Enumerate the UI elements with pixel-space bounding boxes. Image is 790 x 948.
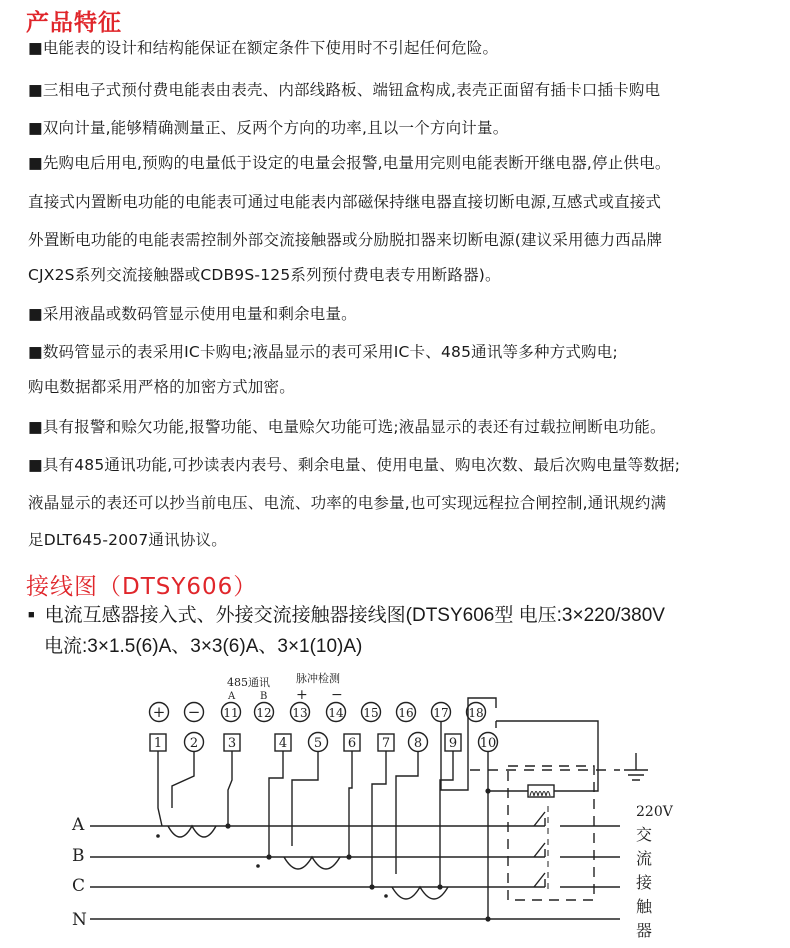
- bottom-terminal-label: 2: [189, 736, 199, 751]
- feature-line: ■先购电后用电,预购的电量低于设定的电量会报警,电量用完则电能表断开继电器,停止供电。: [28, 154, 671, 172]
- contactor-label-char: 器: [636, 921, 653, 940]
- contactor-label-char: 接: [636, 873, 653, 892]
- wiring-caption-line2: 电流:3×1.5(6)A、3×3(6)A、3×1(10)A): [44, 636, 363, 657]
- phase-label: C: [72, 876, 86, 896]
- phase-lines: [90, 826, 620, 919]
- top-terminal-label: 11: [223, 706, 239, 720]
- ct-a: [168, 826, 216, 837]
- bottom-terminal: [344, 734, 360, 751]
- bottom-terminal: [309, 733, 328, 752]
- bottom-terminal-label: 9: [448, 736, 458, 751]
- wire-3: [228, 751, 232, 826]
- top-terminal: [362, 703, 381, 722]
- feature-line: 足DLT645-2007通讯协议。: [28, 531, 227, 549]
- bottom-terminal: [224, 734, 240, 751]
- feature-line: 液晶显示的表还可以抄当前电压、电流、功率的电参量,也可实现远程拉合闸控制,通讯规约满: [28, 494, 667, 512]
- bottom-terminal-label: 6: [347, 736, 357, 751]
- wire-7: [372, 751, 386, 887]
- label-pulse-plus: +: [296, 687, 308, 703]
- feature-line: 直接式内置断电功能的电能表可通过电能表内部磁保持继电器直接切断电源,互感式或直接式: [28, 193, 662, 211]
- feature-line: ■数码管显示的表采用IC卡购电;液晶显示的表可采用IC卡、485通讯等多种方式购电;: [28, 343, 618, 361]
- top-terminal-label: 15: [363, 706, 379, 720]
- contactor-label-char: 交: [636, 825, 653, 844]
- bottom-terminal: [150, 734, 166, 751]
- bottom-terminal-label: 7: [381, 736, 391, 751]
- wire-1: [158, 751, 162, 826]
- top-terminal: [327, 703, 346, 722]
- ground-icon: [624, 753, 648, 780]
- wire-5: [292, 751, 318, 846]
- phase-label: B: [72, 846, 85, 866]
- top-terminal-label: 18: [468, 706, 484, 720]
- contactor-switches: [534, 806, 548, 890]
- bottom-terminal-label: 8: [413, 736, 423, 751]
- feature-line: ■电能表的设计和结构能保证在额定条件下使用时不引起任何危险。: [28, 39, 499, 57]
- phase-label: N: [72, 910, 87, 930]
- bottom-terminal-label: 4: [278, 736, 288, 751]
- feature-line: ■采用液晶或数码管显示使用电量和剩余电量。: [28, 305, 357, 323]
- feature-line: ■具有485通讯功能,可抄读表内表号、剩余电量、使用电量、购电次数、最后次购电量等数据;: [28, 456, 681, 474]
- ct-b: [284, 857, 340, 869]
- bottom-terminal-label: 5: [313, 736, 323, 751]
- wire-coil-right: [496, 721, 598, 791]
- features-title: 产品特征: [26, 10, 122, 36]
- feature-line: CJX2S系列交流接触器或CDB9S-125系列预付费电表专用断路器)。: [28, 266, 501, 284]
- contactor-box: [508, 766, 594, 900]
- wire-8: [396, 751, 418, 874]
- top-terminal-label: +: [152, 703, 166, 721]
- label-485-b: B: [260, 691, 268, 702]
- top-terminal-label: 14: [328, 706, 344, 720]
- top-terminal: [432, 703, 451, 722]
- top-terminal: [222, 703, 241, 722]
- top-terminal: [291, 703, 310, 722]
- phase-label: A: [72, 815, 85, 835]
- wiring-title: 接线图（DTSY606）: [26, 574, 258, 600]
- bottom-terminal: [185, 733, 204, 752]
- label-485-a: A: [228, 691, 236, 702]
- top-terminal-label: 17: [433, 706, 449, 720]
- wiring-diagram: [0, 658, 790, 948]
- top-terminal-label: 13: [292, 706, 308, 720]
- contactor-label-char: 220V: [636, 804, 673, 820]
- top-terminal: [467, 703, 486, 722]
- wiring-caption-text-1: 电流互感器接入式、外接交流接触器接线图(DTSY606型 电压:3×220/380V: [44, 605, 665, 626]
- bottom-terminal: [275, 734, 291, 751]
- label-pulse: 脉冲检测: [296, 672, 340, 685]
- top-terminal-label: 16: [398, 706, 414, 720]
- bottom-terminal: [378, 734, 394, 751]
- wire-2: [172, 751, 194, 808]
- feature-line: ■三相电子式预付费电能表由表壳、内部线路板、端钮盒构成,表壳正面留有插卡口插卡购电: [28, 81, 661, 99]
- feature-line: 购电数据都采用严格的加密方式加密。: [28, 378, 295, 396]
- bottom-terminal-label: 3: [227, 736, 237, 751]
- bottom-terminal: [445, 734, 461, 751]
- contactor-label-char: 流: [636, 849, 653, 868]
- bottom-terminal: [409, 733, 428, 752]
- top-terminal-label: 12: [256, 706, 272, 720]
- label-485: 485通讯: [227, 676, 270, 689]
- feature-line: 外置断电功能的电能表需控制外部交流接触器或分励脱扣器来切断电源(建议采用德力西品牌: [28, 231, 663, 249]
- top-terminal: [255, 703, 274, 722]
- top-terminal: [397, 703, 416, 722]
- wire-9: [440, 751, 453, 887]
- coil-winding: [530, 792, 550, 797]
- feature-line: ■双向计量,能够精确测量正、反两个方向的功率,且以一个方向计量。: [28, 119, 509, 137]
- top-terminal: [185, 703, 204, 722]
- wiring-caption-line1: [28, 602, 665, 629]
- wire-6: [349, 751, 352, 857]
- bottom-terminal: [479, 733, 498, 752]
- contactor-label-char: 触: [636, 897, 653, 916]
- label-pulse-minus: −: [331, 687, 343, 703]
- square-bullet-icon: ■: [28, 609, 35, 621]
- top-terminal-label: −: [187, 703, 201, 721]
- top-terminal: [150, 703, 169, 722]
- feature-line: ■具有报警和赊欠功能,报警功能、电量赊欠功能可选;液晶显示的表还有过载拉闸断电功能。: [28, 418, 666, 436]
- wire-4: [269, 751, 283, 857]
- bottom-terminal-label: 1: [153, 736, 163, 751]
- bottom-terminal-label: 10: [479, 736, 497, 751]
